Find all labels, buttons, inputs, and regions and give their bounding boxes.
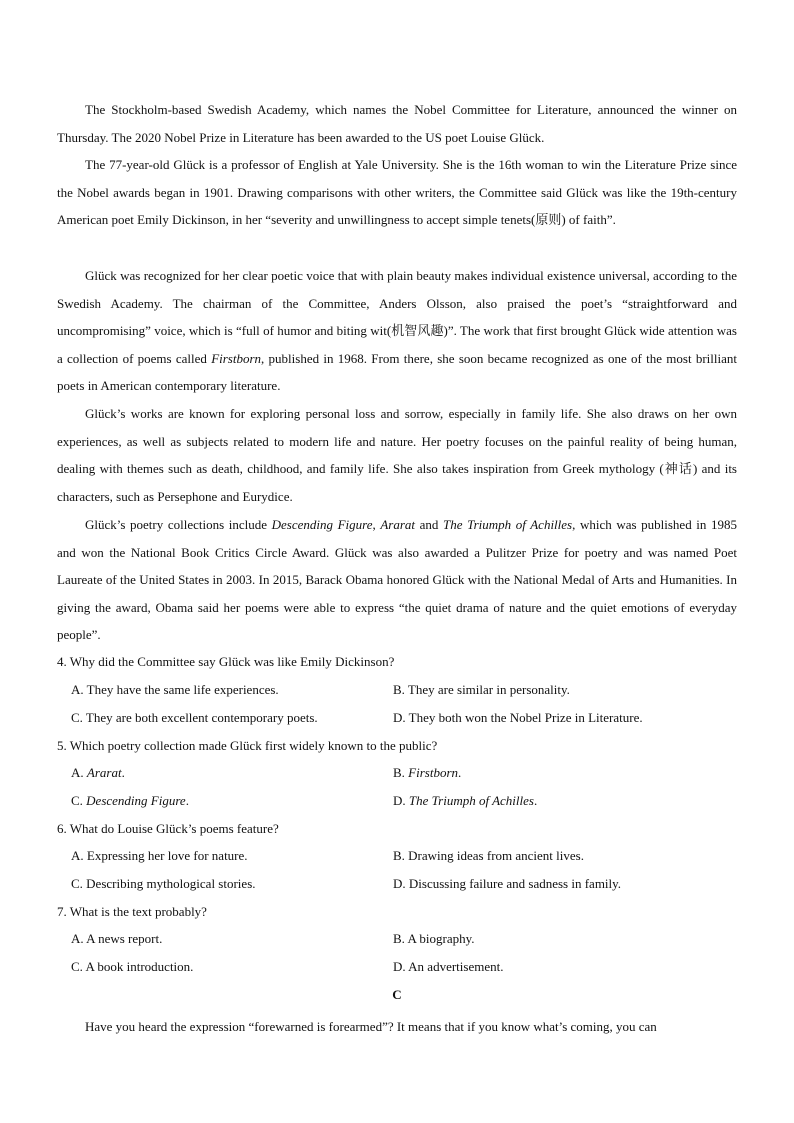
passage-paragraph-5: Glück’s poetry collections include Descending Figure, Ararat and The Triumph of Achilles, which was published in 1985 and won the National Book Critics Circle Award. Glück was also awarded a Pulitzer Prize for poetry and was named Poet Laureate of the United States in 2003. In 2015, Barack Obama honored Glück with the National Medal of Arts and Humanities. In giving the award, Obama said her poems were able to express “the quiet drama of nature and the quiet emotions of everyday people”. [57, 517, 738, 643]
question-6-stem: 6. What do Louise Glück’s poems feature? [57, 821, 279, 836]
question-7-option-c[interactable]: C. A book introduction. [71, 959, 194, 974]
question-7-option-a[interactable]: A. A news report. [71, 931, 163, 946]
passage-paragraph-1: The Stockholm-based Swedish Academy, which names the Nobel Committee for Literature, announced the winner on Thursday. The 2020 Nobel Prize in Literature has been awarded to the US poet Louise Glück. [57, 102, 737, 145]
title-firstborn: Firstborn [211, 350, 262, 366]
question-4-option-c[interactable]: C. They are both excellent contemporary poets. [71, 710, 318, 725]
question-7-stem: 7. What is the text probably? [57, 904, 207, 919]
title-ararat: Ararat [380, 517, 416, 532]
section-c-intro: Have you heard the expression “forewarned is forearmed”? It means that if you know what’s coming, you can [85, 1019, 657, 1034]
passage-paragraph-3: Glück was recognized for her clear poetic voice that with plain beauty makes individual existence universal, according to the Swedish Academy. The chairman of the Committee, Anders Olsson, also praised the poet’s “straightforward and uncompromising” voice, which is “full of humor and biting wit(机智风趣)”. The work that first brought Glück wide attention was a collection of poems called Firstborn, published in 1968. From there, she soon became recognized as one of the most brilliant poets in American contemporary literature. [57, 268, 737, 394]
question-5-option-a[interactable]: A. Ararat. [71, 765, 125, 780]
title-descending-figure: Descending Figure [271, 517, 373, 532]
question-5-option-b[interactable]: B. Firstborn. [393, 765, 462, 780]
question-5-option-d[interactable]: D. The Triumph of Achilles. [393, 793, 538, 808]
title-triumph-of-achilles: The Triumph of Achilles [443, 517, 573, 532]
question-5-option-c[interactable]: C. Descending Figure. [71, 793, 189, 808]
section-c-heading: C [392, 987, 402, 1002]
question-6-option-b[interactable]: B. Drawing ideas from ancient lives. [393, 848, 584, 863]
question-5-stem: 5. Which poetry collection made Glück first widely known to the public? [57, 738, 438, 753]
question-6-option-a[interactable]: A. Expressing her love for nature. [71, 848, 248, 863]
passage-paragraph-4: Glück’s works are known for exploring personal loss and sorrow, especially in family life. She also draws on her own experiences, as well as subjects related to modern life and nature. Her poetry focuses on the painful reality of being human, dealing with themes such as death, childhood, and family life. She also takes inspiration from Greek mythology (神话) and its characters, such as Persephone and Eurydice. [57, 406, 737, 504]
question-4-option-d[interactable]: D. They both won the Nobel Prize in Literature. [393, 710, 643, 725]
question-6-option-d[interactable]: D. Discussing failure and sadness in family. [393, 876, 622, 891]
question-4-option-b[interactable]: B. They are similar in personality. [393, 682, 570, 697]
question-4-stem: 4. Why did the Committee say Glück was like Emily Dickinson? [57, 654, 395, 669]
passage-paragraph-2: The 77-year-old Glück is a professor of English at Yale University. She is the 16th woman to win the Literature Prize since the Nobel awards began in 1901. Drawing comparisons with other writers, the Committee said Glück was like the 19th-century American poet Emily Dickinson, in her “severity and unwillingness to accept simple tenets(原则) of faith”. [57, 157, 737, 228]
question-7-option-b[interactable]: B. A biography. [393, 931, 475, 946]
question-6-option-c[interactable]: C. Describing mythological stories. [71, 876, 256, 891]
question-7-option-d[interactable]: D. An advertisement. [393, 959, 504, 974]
question-4-option-a[interactable]: A. They have the same life experiences. [71, 682, 279, 697]
